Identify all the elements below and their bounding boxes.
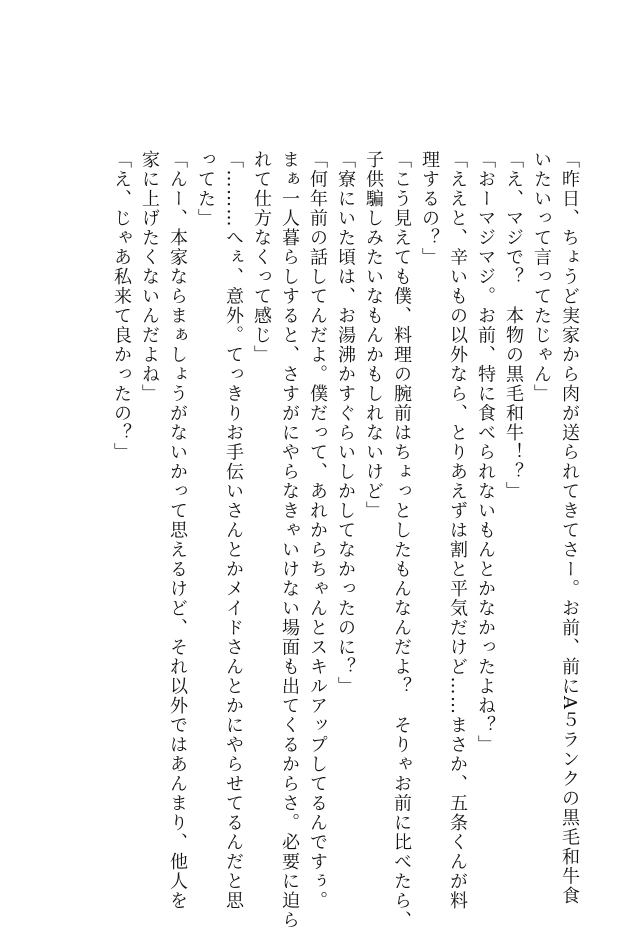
text-line: 「んー、本家ならまぁしょうがないかって思えるけど、それ以外ではあんまり、他人を [167,150,188,911]
text-line: ってた」 [195,150,216,228]
text-line: 「こう見えても僕、料理の腕前はちょっとしたもんなんだよ？ そりゃお前に比べたら、 [391,150,412,930]
text-line: 子供騙しみたいなもんかもしれないけど」 [363,150,384,521]
text-line: いたいって言ってたじゃん」 [531,150,552,404]
text-line: 理するの？」 [419,150,440,267]
text-line: 「何年前の話してんだよ。僕だって、あれからちゃんとスキルアップしてるんですぅ。 [307,150,328,911]
text-line: 「え、じゃあ私来て良かったの？」 [111,150,132,462]
text-line: 「え、マジで？ 本物の黒毛和牛！？」 [503,150,524,501]
text-line: 家に上げたくないんだよね」 [139,150,160,404]
text-line: 「ええと、辛いもの以外なら、とりあえずは割と平気だけど……まさか、五条くんが料 [447,150,468,911]
text-line: れて仕方なくって感じ」 [251,150,272,365]
text-line: 「昨日、ちょうど実家から肉が送られてきてさー。お前、前にA５ランクの黒毛和牛食 [559,150,580,906]
text-line: 「………へぇ、意外。てっきりお手伝いさんとかメイドさんとかにやらせてるんだと思 [223,150,244,911]
text-line: 「おーマジマジ。お前、特に食べられないもんとかなかったよね？」 [475,150,496,755]
vertical-text-body [107,150,583,930]
text-line: 「寮にいた頃は、お湯沸かすぐらいしかしてなかったのに？」 [335,150,356,696]
text-line: まぁ一人暮らしすると、さすがにやらなきゃいけない場面も出てくるからさ。必要に迫ら [279,150,300,930]
